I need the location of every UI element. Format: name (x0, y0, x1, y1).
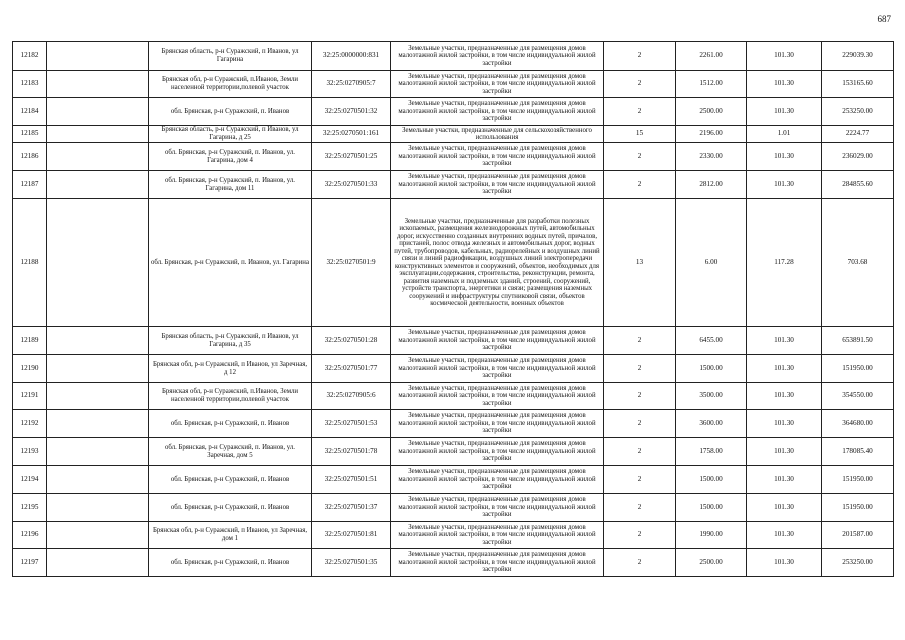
cadastral-value-cell: 354550.00 (822, 383, 894, 410)
empty-cell (47, 355, 149, 383)
rate-cell: 101.30 (747, 494, 822, 522)
table-row (13, 143, 894, 171)
address-cell: обл. Брянская, р-н Суражский, п. Иванов (149, 98, 312, 126)
row-id: 12197 (13, 549, 47, 577)
area-cell: 1500.00 (676, 466, 747, 494)
category-code-cell: 2 (604, 355, 676, 383)
land-use-cell: Земельные участки, предназначенные для размещения домов малоэтажной жилой застройки, в том числе индивидуальной жилой застройки (391, 98, 604, 126)
cadastral-number-cell: 32:25:0000000:831 (312, 42, 391, 71)
category-code-cell: 2 (604, 410, 676, 438)
row-id: 12191 (13, 383, 47, 410)
empty-cell (47, 327, 149, 355)
rate-cell: 101.30 (747, 549, 822, 577)
rate-cell: 101.30 (747, 355, 822, 383)
table-row (13, 494, 894, 522)
area-cell: 2500.00 (676, 98, 747, 126)
rate-cell: 101.30 (747, 522, 822, 549)
rate-cell: 101.30 (747, 42, 822, 71)
rate-cell: 101.30 (747, 438, 822, 466)
cadastral-value-cell: 703.68 (822, 199, 894, 327)
cadastral-number-cell: 32:25:0270501:25 (312, 143, 391, 171)
land-use-cell: Земельные участки, предназначенные для разработки полезных ископаемых, размещения железнодорожных путей, автомобильных дорог, искусственно созданных внутренних водных путей, причалов, пристаней, полос отвода железных и автомобильных дорог, водных путей, трубопроводов, кабельных, радиорелейных и воздушных линий связи и линий радиофикации, воздушных линий электропередачи конструктивных элементов и сооружений, объектов, необходимых для эксплуатации,содержания, строительства, реконструкции, ремонта, развития наземных и подземных зданий, строений, сооружений, устройств транспорта, энергетики и связи; размещения наземных сооружений и инфраструктуры спутниковой связи, объектов космической деятельности, военных объектов (391, 199, 604, 327)
page-number: 687 (877, 14, 891, 24)
row-id: 12194 (13, 466, 47, 494)
row-id: 12193 (13, 438, 47, 466)
rate-cell: 101.30 (747, 171, 822, 199)
land-use-cell: Земельные участки, предназначенные для размещения домов малоэтажной жилой застройки, в том числе индивидуальной жилой застройки (391, 327, 604, 355)
address-cell: обл. Брянская, р-н Суражский, п. Иванов (149, 494, 312, 522)
empty-cell (47, 466, 149, 494)
row-id: 12183 (13, 71, 47, 98)
address-cell: обл. Брянская, р-н Суражский, п. Иванов, ул. Заречная, дом 5 (149, 438, 312, 466)
area-cell: 1990.00 (676, 522, 747, 549)
address-cell: Брянская область, р-н Суражский, п Иванов, ул Гагарина, д 35 (149, 327, 312, 355)
category-code-cell: 2 (604, 98, 676, 126)
empty-cell (47, 522, 149, 549)
land-use-cell: Земельные участки, предназначенные для размещения домов малоэтажной жилой застройки, в том числе индивидуальной жилой застройки (391, 383, 604, 410)
table-row (13, 410, 894, 438)
cadastral-value-cell: 178085.40 (822, 438, 894, 466)
cadastral-number-cell: 32:25:0270501:77 (312, 355, 391, 383)
address-cell: Брянская область, р-н Суражский, п Иванов, ул Гагарина (149, 42, 312, 71)
category-code-cell: 2 (604, 438, 676, 466)
table-row (13, 522, 894, 549)
empty-cell (47, 98, 149, 126)
category-code-cell: 15 (604, 126, 676, 143)
cadastral-number-cell: 32:25:0270501:81 (312, 522, 391, 549)
row-id: 12185 (13, 126, 47, 143)
rate-cell: 101.30 (747, 98, 822, 126)
area-cell: 1512.00 (676, 71, 747, 98)
table-row (13, 383, 894, 410)
area-cell: 3500.00 (676, 383, 747, 410)
land-use-cell: Земельные участки, предназначенные для размещения домов малоэтажной жилой застройки, в том числе индивидуальной жилой застройки (391, 494, 604, 522)
rate-cell: 1.01 (747, 126, 822, 143)
land-use-cell: Земельные участки, предназначенные для размещения домов малоэтажной жилой застройки, в том числе индивидуальной жилой застройки (391, 42, 604, 71)
row-id: 12195 (13, 494, 47, 522)
cadastral-number-cell: 32:25:0270501:9 (312, 199, 391, 327)
address-cell: обл. Брянская, р-н Суражский, п. Иванов, ул. Гагарина (149, 199, 312, 327)
address-cell: обл. Брянская, р-н Суражский, п. Иванов, ул. Гагарина, дом 11 (149, 171, 312, 199)
cadastral-value-cell: 364680.00 (822, 410, 894, 438)
land-use-cell: Земельные участки, предназначенные для размещения домов малоэтажной жилой застройки, в том числе индивидуальной жилой застройки (391, 549, 604, 577)
area-cell: 2812.00 (676, 171, 747, 199)
cadastral-number-cell: 32:25:0270905:6 (312, 383, 391, 410)
empty-cell (47, 126, 149, 143)
category-code-cell: 2 (604, 494, 676, 522)
address-cell: Брянская обл, р-н Суражский, п.Иванов, Земли населенной территории,полевой участок (149, 383, 312, 410)
row-id: 12190 (13, 355, 47, 383)
row-id: 12187 (13, 171, 47, 199)
table-row (13, 466, 894, 494)
table-row (13, 438, 894, 466)
empty-cell (47, 171, 149, 199)
empty-cell (47, 383, 149, 410)
category-code-cell: 2 (604, 42, 676, 71)
cadastral-value-cell: 653891.50 (822, 327, 894, 355)
cadastral-value-cell: 151950.00 (822, 494, 894, 522)
category-code-cell: 2 (604, 549, 676, 577)
rate-cell: 101.30 (747, 410, 822, 438)
rate-cell: 101.30 (747, 327, 822, 355)
area-cell: 1500.00 (676, 494, 747, 522)
address-cell: Брянская обл, р-н Суражский, п Иванов, ул Заречная, дом 1 (149, 522, 312, 549)
cadastral-value-cell: 201587.00 (822, 522, 894, 549)
empty-cell (47, 42, 149, 71)
cadastral-value-cell: 151950.00 (822, 466, 894, 494)
table-row (13, 549, 894, 577)
row-id: 12184 (13, 98, 47, 126)
cadastral-value-cell: 2224.77 (822, 126, 894, 143)
empty-cell (47, 71, 149, 98)
cadastre-table (12, 41, 894, 577)
area-cell: 6455.00 (676, 327, 747, 355)
cadastral-value-cell: 151950.00 (822, 355, 894, 383)
address-cell: Брянская обл, р-н Суражский, п.Иванов, Земли населенной территории,полевой участок (149, 71, 312, 98)
table-row (13, 355, 894, 383)
table-row (13, 126, 894, 143)
row-id: 12188 (13, 199, 47, 327)
row-id: 12196 (13, 522, 47, 549)
area-cell: 1758.00 (676, 438, 747, 466)
rate-cell: 101.30 (747, 383, 822, 410)
empty-cell (47, 494, 149, 522)
table-row (13, 98, 894, 126)
empty-cell (47, 549, 149, 577)
cadastral-number-cell: 32:25:0270501:78 (312, 438, 391, 466)
cadastral-value-cell: 236029.00 (822, 143, 894, 171)
category-code-cell: 13 (604, 199, 676, 327)
cadastral-value-cell: 153165.60 (822, 71, 894, 98)
land-use-cell: Земельные участки, предназначенные для размещения домов малоэтажной жилой застройки, в том числе индивидуальной жилой застройки (391, 438, 604, 466)
address-cell: Брянская обл, р-н Суражский, п Иванов, ул Заречная, д 12 (149, 355, 312, 383)
table-row (13, 71, 894, 98)
cadastral-value-cell: 253250.00 (822, 98, 894, 126)
rate-cell: 117.28 (747, 199, 822, 327)
row-id: 12192 (13, 410, 47, 438)
land-use-cell: Земельные участки, предназначенные для сельскохозяйственного использования (391, 126, 604, 143)
category-code-cell: 2 (604, 171, 676, 199)
area-cell: 2261.00 (676, 42, 747, 71)
cadastral-number-cell: 32:25:0270501:33 (312, 171, 391, 199)
land-use-cell: Земельные участки, предназначенные для размещения домов малоэтажной жилой застройки, в том числе индивидуальной жилой застройки (391, 466, 604, 494)
address-cell: Брянская область, р-н Суражский, п Иванов, ул Гагарина, д 25 (149, 126, 312, 143)
cadastral-value-cell: 229039.30 (822, 42, 894, 71)
empty-cell (47, 143, 149, 171)
land-use-cell: Земельные участки, предназначенные для размещения домов малоэтажной жилой застройки, в том числе индивидуальной жилой застройки (391, 522, 604, 549)
category-code-cell: 2 (604, 383, 676, 410)
table-row (13, 42, 894, 71)
cadastral-number-cell: 32:25:0270501:161 (312, 126, 391, 143)
area-cell: 3600.00 (676, 410, 747, 438)
category-code-cell: 2 (604, 522, 676, 549)
area-cell: 1500.00 (676, 355, 747, 383)
rate-cell: 101.30 (747, 71, 822, 98)
area-cell: 6.00 (676, 199, 747, 327)
category-code-cell: 2 (604, 71, 676, 98)
table-row (13, 171, 894, 199)
cadastral-value-cell: 253250.00 (822, 549, 894, 577)
area-cell: 2196.00 (676, 126, 747, 143)
land-use-cell: Земельные участки, предназначенные для размещения домов малоэтажной жилой застройки, в том числе индивидуальной жилой застройки (391, 410, 604, 438)
cadastral-number-cell: 32:25:0270501:32 (312, 98, 391, 126)
empty-cell (47, 438, 149, 466)
cadastral-number-cell: 32:25:0270905:7 (312, 71, 391, 98)
empty-cell (47, 199, 149, 327)
empty-cell (47, 410, 149, 438)
cadastral-value-cell: 284855.60 (822, 171, 894, 199)
rate-cell: 101.30 (747, 466, 822, 494)
row-id: 12189 (13, 327, 47, 355)
land-use-cell: Земельные участки, предназначенные для размещения домов малоэтажной жилой застройки, в том числе индивидуальной жилой застройки (391, 71, 604, 98)
cadastral-number-cell: 32:25:0270501:28 (312, 327, 391, 355)
land-use-cell: Земельные участки, предназначенные для размещения домов малоэтажной жилой застройки, в том числе индивидуальной жилой застройки (391, 143, 604, 171)
table-row (13, 199, 894, 327)
land-use-cell: Земельные участки, предназначенные для размещения домов малоэтажной жилой застройки, в том числе индивидуальной жилой застройки (391, 355, 604, 383)
address-cell: обл. Брянская, р-н Суражский, п. Иванов (149, 410, 312, 438)
rate-cell: 101.30 (747, 143, 822, 171)
table-row (13, 327, 894, 355)
category-code-cell: 2 (604, 466, 676, 494)
address-cell: обл. Брянская, р-н Суражский, п. Иванов (149, 549, 312, 577)
cadastral-number-cell: 32:25:0270501:53 (312, 410, 391, 438)
land-use-cell: Земельные участки, предназначенные для размещения домов малоэтажной жилой застройки, в том числе индивидуальной жилой застройки (391, 171, 604, 199)
cadastral-number-cell: 32:25:0270501:37 (312, 494, 391, 522)
row-id: 12186 (13, 143, 47, 171)
category-code-cell: 2 (604, 143, 676, 171)
cadastral-number-cell: 32:25:0270501:51 (312, 466, 391, 494)
row-id: 12182 (13, 42, 47, 71)
category-code-cell: 2 (604, 327, 676, 355)
address-cell: обл. Брянская, р-н Суражский, п. Иванов (149, 466, 312, 494)
area-cell: 2330.00 (676, 143, 747, 171)
area-cell: 2500.00 (676, 549, 747, 577)
cadastral-number-cell: 32:25:0270501:35 (312, 549, 391, 577)
address-cell: обл. Брянская, р-н Суражский, п. Иванов, ул. Гагарина, дом 4 (149, 143, 312, 171)
